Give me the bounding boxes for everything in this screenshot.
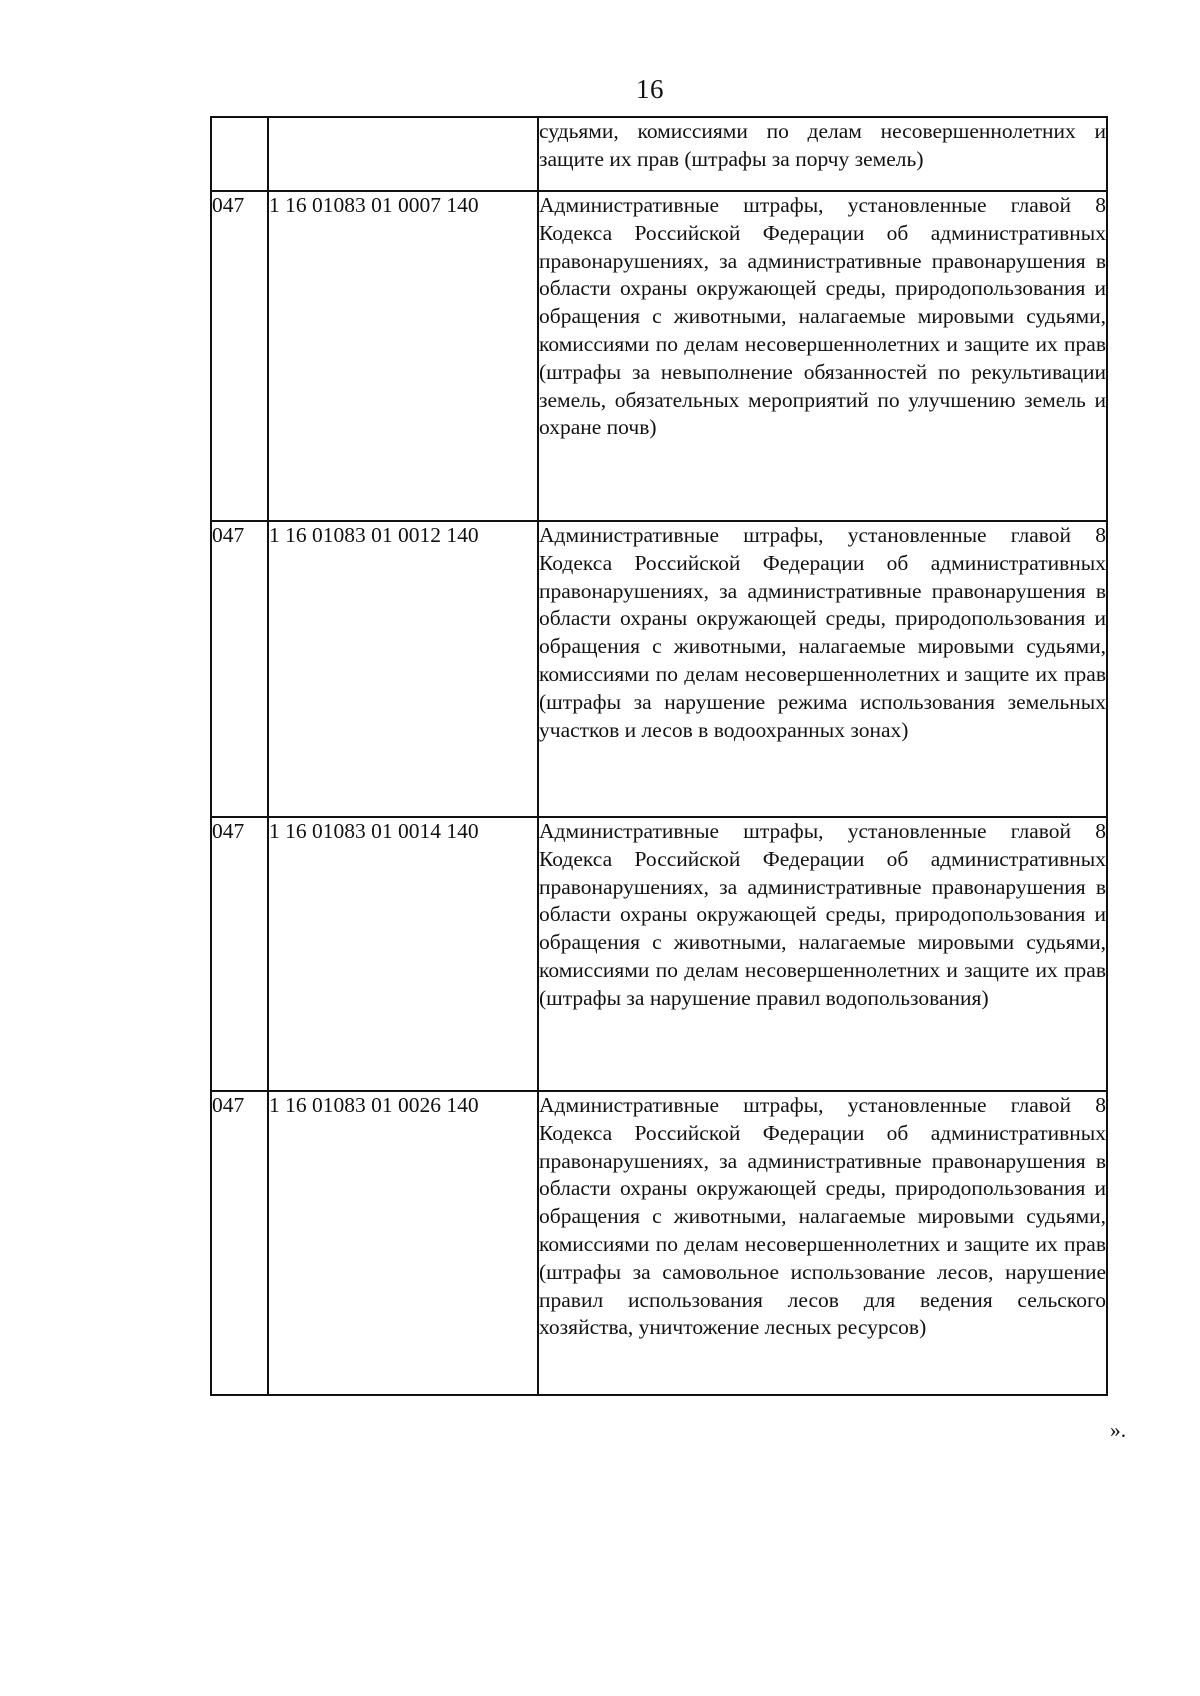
table-row: [211, 521, 1107, 817]
revenue-code-table: [210, 116, 1108, 1396]
revenue-name-cell: Административные штрафы, установленные главой 8 Кодекса Российской Федерации об административных правонарушениях, за административные правонарушения в области охраны окружающей среды, природопользования и обращения с животными, налагаемые мировыми судьями, комиссиями по делам несовершеннолетних и защите их прав (штрафы за невыполнение обязанностей по рекультивации земель, обязательных мероприятий по улучшению земель и охране почв): [538, 191, 1107, 521]
revenue-name-cell: Административные штрафы, установленные главой 8 Кодекса Российской Федерации об административных правонарушениях, за административные правонарушения в области охраны окружающей среды, природопользования и обращения с животными, налагаемые мировыми судьями, комиссиями по делам несовершеннолетних и защите их прав (штрафы за нарушение правил водопользования): [538, 817, 1107, 1091]
budget-code-cell: 1 16 01083 01 0026 140: [268, 1091, 538, 1395]
admin-code-cell: [211, 117, 268, 191]
admin-code-cell: 047: [211, 191, 268, 521]
closing-quote-mark: ».: [1110, 1418, 1127, 1442]
budget-code-cell: 1 16 01083 01 0012 140: [268, 521, 538, 817]
table-row: [211, 191, 1107, 521]
budget-code-cell: [268, 117, 538, 191]
admin-code-cell: 047: [211, 1091, 268, 1395]
revenue-name-cell: Административные штрафы, установленные главой 8 Кодекса Российской Федерации об административных правонарушениях, за административные правонарушения в области охраны окружающей среды, природопользования и обращения с животными, налагаемые мировыми судьями, комиссиями по делам несовершеннолетних и защите их прав (штрафы за самовольное использование лесов, нарушение правил использования лесов для ведения сельского хозяйства, уничтожение лесных ресурсов): [538, 1091, 1107, 1395]
budget-code-cell: 1 16 01083 01 0014 140: [268, 817, 538, 1091]
table-row: [211, 117, 1107, 191]
admin-code-cell: 047: [211, 521, 268, 817]
table-row: [211, 1091, 1107, 1395]
table-row: [211, 817, 1107, 1091]
admin-code-cell: 047: [211, 817, 268, 1091]
revenue-name-cell: судьями, комиссиями по делам несовершеннолетних и защите их прав (штрафы за порчу земель): [538, 117, 1107, 191]
page-number: 16: [636, 74, 664, 104]
budget-code-cell: 1 16 01083 01 0007 140: [268, 191, 538, 521]
revenue-name-cell: Административные штрафы, установленные главой 8 Кодекса Российской Федерации об административных правонарушениях, за административные правонарушения в области охраны окружающей среды, природопользования и обращения с животными, налагаемые мировыми судьями, комиссиями по делам несовершеннолетних и защите их прав (штрафы за нарушение режима использования земельных участков и лесов в водоохранных зонах): [538, 521, 1107, 817]
